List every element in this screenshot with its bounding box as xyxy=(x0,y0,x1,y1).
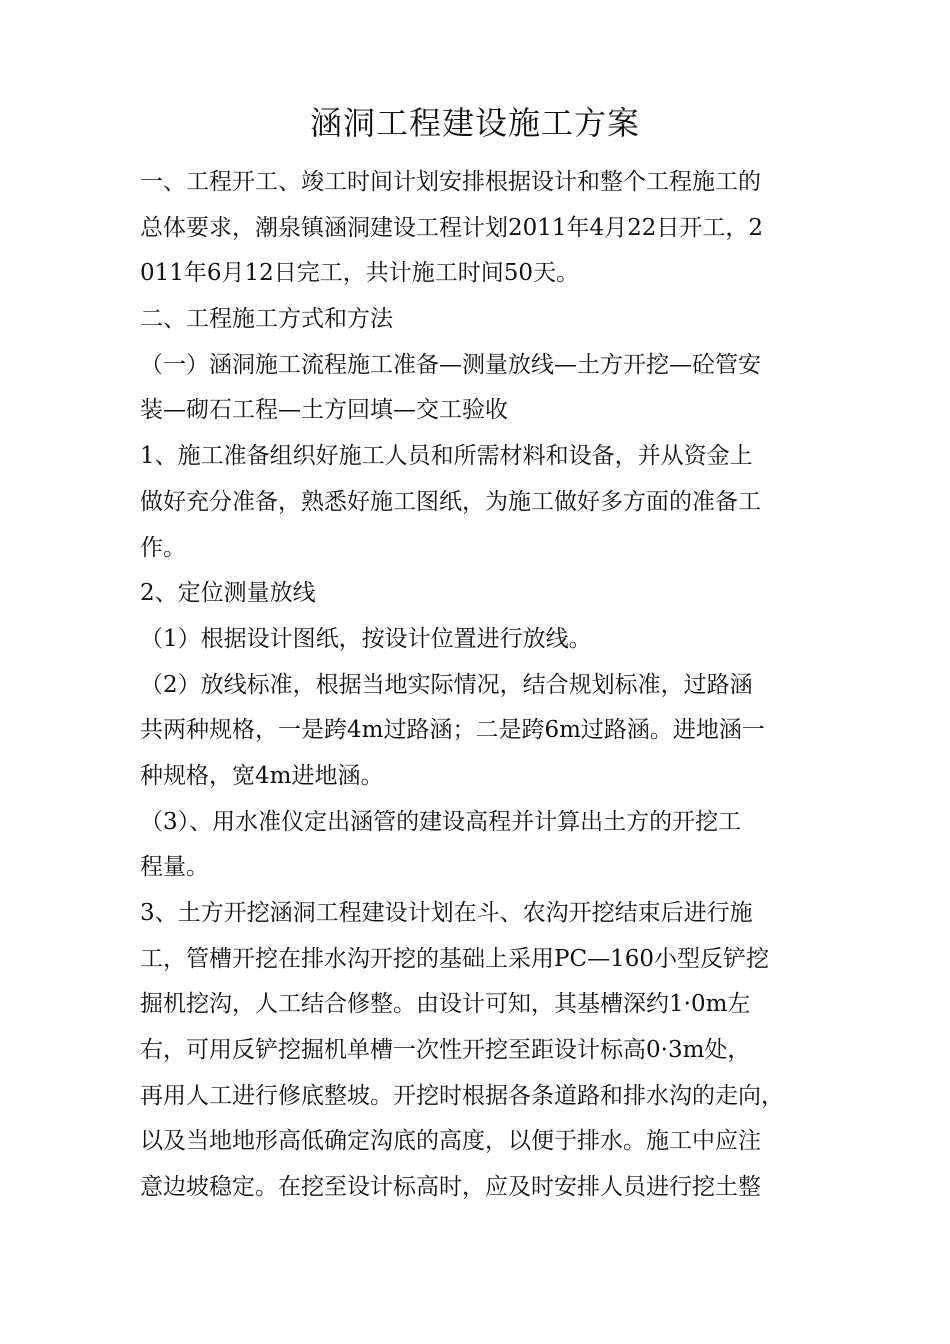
body-line: 以及当地地形高低确定沟底的高度，以便于排水。施工中应注 xyxy=(140,1128,761,1155)
body-line: 共两种规格，一是跨4m过路涵；二是跨6m过路涵。进地涵一 xyxy=(140,717,765,744)
body-line: 装—砌石工程—土方回填—交工验收 xyxy=(140,397,508,424)
body-line: 1、施工准备组织好施工人员和所需材料和设备，并从资金上 xyxy=(140,443,753,470)
body-line: 一、工程开工、竣工时间计划安排根据设计和整个工程施工的 xyxy=(140,169,761,195)
body-line: 做好充分准备，熟悉好施工图纸，为施工做好多方面的准备工 xyxy=(140,488,761,515)
body-line: 程量。 xyxy=(140,854,209,881)
body-line: 掘机挖沟，人工结合修整。由设计可知，其基槽深约1·0m左 xyxy=(140,991,751,1018)
document-title: 涵洞工程建设施工方案 xyxy=(309,104,640,142)
body-line: 意边坡稳定。在挖至设计标高时，应及时安排人员进行挖土整 xyxy=(140,1174,761,1201)
section-heading: 二、工程施工方式和方法 xyxy=(140,306,393,333)
body-line: （2）放线标准，根据当地实际情况，结合规划标准，过路涵 xyxy=(140,671,753,698)
body-line: （1）根据设计图纸，按设计位置进行放线。 xyxy=(140,625,592,652)
body-line: 总体要求，潮泉镇涵洞建设工程计划2011年4月22日开工，2 xyxy=(140,214,764,241)
body-line: 工，管槽开挖在排水沟开挖的基础上采用PC—160小型反铲挖 xyxy=(140,945,769,972)
body-line: 种规格，宽4m进地涵。 xyxy=(140,762,384,789)
body-line: 再用人工进行修底整坡。开挖时根据各条道路和排水沟的走向， xyxy=(140,1082,784,1109)
body-line: 3、土方开挖涵洞工程建设计划在斗、农沟开挖结束后进行施 xyxy=(140,900,753,926)
body-line: （3）、用水准仪定出涵管的建设高程并计算出土方的开挖工 xyxy=(140,808,742,835)
body-line: 作。 xyxy=(140,534,186,561)
body-line: （一）涵洞施工流程施工准备—测量放线—土方开挖—砼管安 xyxy=(140,351,761,378)
body-line: 右，可用反铲挖掘机单槽一次性开挖至距设计标高0·3m处， xyxy=(140,1037,751,1064)
body-line: 011年6月12日完工，共计施工时间50天。 xyxy=(140,260,580,287)
section-heading: 2、定位测量放线 xyxy=(140,580,316,607)
document-body xyxy=(140,160,840,1211)
